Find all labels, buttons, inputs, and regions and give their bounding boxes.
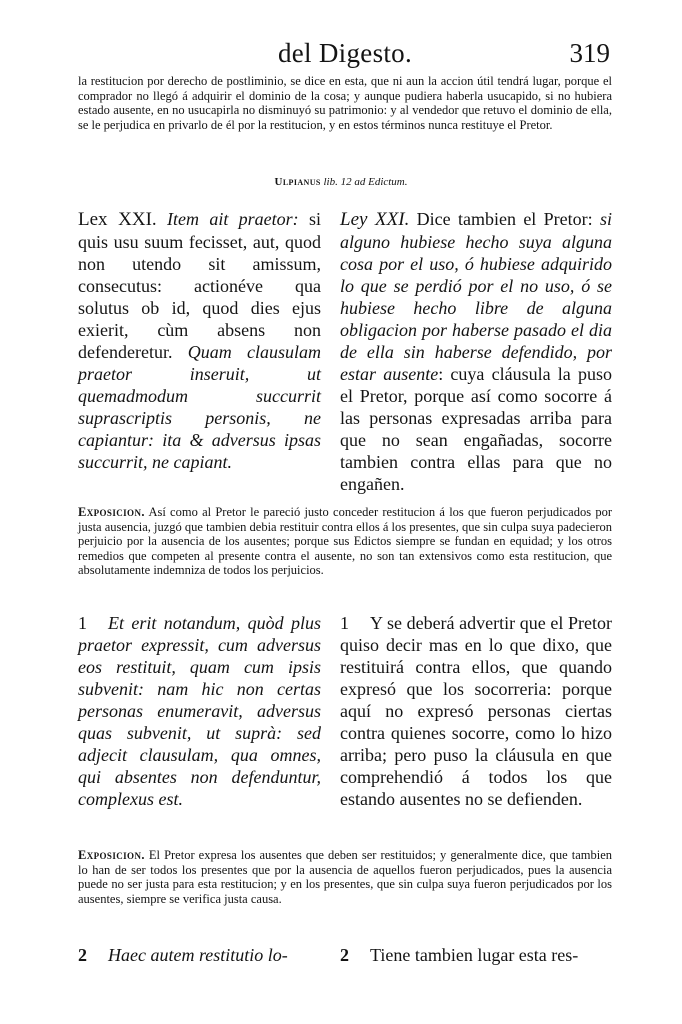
latin-heading: Lex XXI. xyxy=(78,209,157,230)
attribution-source: lib. 12 ad Edictum. xyxy=(323,176,408,188)
latin-section-text: Et erit notandum, quòd plus praetor expressit, cum adversus eos restituit, quam cum ipsis subvenit: nam hic non certas personas enumeravit, adversus quas subvenit, ut suprà: sed adjecit clausulam, qua omnes, qui absentes non defenduntur, complexus est. xyxy=(78,613,321,809)
spanish-heading: Ley XXI. xyxy=(340,209,410,230)
page-number: 319 xyxy=(569,38,610,68)
spanish-section-text: Y se deberá advertir que el Pretor quiso decir mas en lo que dixo, que restituirá contra ellos, que quando expresó que los socorreria: porque aquí no expresó personas ciertas contra quienes socorre, como lo hizo arriba; pero puso la cláusula en que comprehendió á todos los que estando ausentes no se defienden. xyxy=(340,613,612,809)
spanish-text-c: : cuya cláusula la puso el Pretor, porque así como socorre á las personas expresadas arriba para que no sean engañadas, socorre tambien contra ellas para que no engañen. xyxy=(340,364,613,494)
exposicion-2 xyxy=(78,848,612,906)
spanish-text-b: si alguno hubiese hecho suya alguna cosa por el uso, ó hubiese adquirido lo que se perdió por el no uso, ó se hubiese hecho libre de alguna obligacion por haberse pasado el dia de ella sin haberse defendido, por estar ausente xyxy=(340,209,612,384)
spanish-column-section-1 xyxy=(340,612,612,810)
latin-section-number: 1 xyxy=(78,613,87,633)
spanish-section-2-number: 2 xyxy=(340,945,349,965)
spanish-column-law-21 xyxy=(340,208,612,495)
latin-text-a: Item ait praetor: xyxy=(167,209,299,229)
latin-column-section-2 xyxy=(78,944,321,966)
exposicion-2-text: El Pretor expresa los ausentes que deben ser restituidos; y generalmente dice, que tambien lo han de ser todos los presentes que por la ausencia de aquellos fueron perjudicados, pues la ausencia puede no ser justa para esta restitucion; y en los presentes, que sin culpa suya fueron perjudicados por los ausentes, siempre se verifica justa causa. xyxy=(78,848,613,906)
spanish-section-number: 1 xyxy=(340,613,349,633)
source-attribution xyxy=(0,176,682,188)
spanish-column-section-2 xyxy=(340,944,612,966)
latin-section-2-text: Haec autem restitutio lo- xyxy=(108,945,288,965)
exposicion-2-label: Exposicion. xyxy=(78,848,145,862)
page-header xyxy=(78,38,612,72)
spanish-section-2-text: Tiene tambien lugar esta res- xyxy=(370,945,579,965)
latin-column-law-21 xyxy=(78,208,321,473)
latin-section-2-number: 2 xyxy=(78,945,87,965)
attribution-author: Ulpianus xyxy=(274,176,321,188)
latin-text-c: Quam clausulam praetor inseruit, ut quemadmodum succurrit suprascriptis personis, ne capiantur: ita & adversus ipsas succurrit, ne capiant. xyxy=(78,342,322,472)
exposicion-1-label: Exposicion. xyxy=(78,505,145,519)
spanish-text-a: Dice tambien el Pretor: xyxy=(416,209,593,229)
latin-text-b: si quis usu suum fecisset, aut, quod non utendo sit amissum, consecutus: actionéve qua solutus ob id, quod dies ejus exierit, cùm absens non defenderetur. xyxy=(78,209,322,362)
intro-paragraph: la restitucion por derecho de postliminio, se dice en esta, que ni aun la accion útil tendrá lugar, porque el comprador no llegó á adquirir el dominio de la cosa; y aunque pudiera haberla usucapido, si no hubiera estado ausente, en no usucapirla no disminuyó su patrimonio: y al vendedor que retuvo el dominio de ella, se le perjudica en privarlo de él por la restitucion, y en estos términos nunca restituye el Pretor. xyxy=(78,74,612,132)
running-title: del Digesto. xyxy=(277,38,413,68)
latin-column-section-1 xyxy=(78,612,321,810)
exposicion-1 xyxy=(78,505,612,578)
exposicion-1-text: Así como al Pretor le pareció justo conceder restitucion á los que fueron perjudicados por justa ausencia, juzgó que tambien debia restituir contra ellos á los presentes, que sin culpa suya padecieron perjuicio por la ausencia de los ausentes; porque sus Edictos siempre se fundan en equidad; y los otros remedios que competen al presente contra el ausente, no son tan extensivos como esta restitucion, que absolutamente indemniza de todos los perjuicios. xyxy=(78,505,612,577)
